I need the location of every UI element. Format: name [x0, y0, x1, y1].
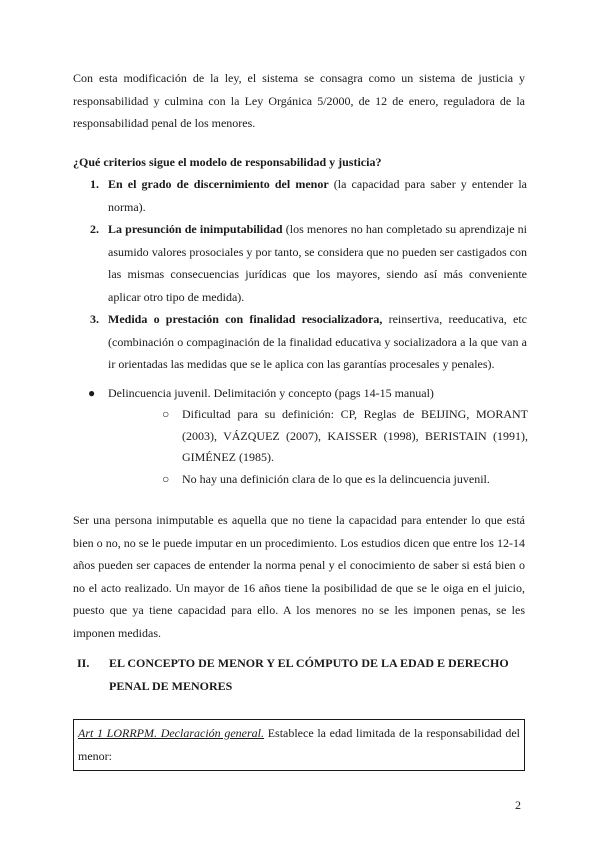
sub-bullet-text: No hay una definición clara de lo que es la delincuencia juvenil.	[182, 471, 490, 486]
criterion-text: (los menores no han completado su aprendizaje ni asumido valores prosociales y por tanto, se considera que no pueden ser castigados con las mismas consecuencias jurídicas que los mayores, siendo así más conveniente aplicar otro tipo de medida).	[108, 222, 528, 304]
bullet-item-delincuencia	[88, 382, 434, 404]
section-title: EL CONCEPTO DE MENOR Y EL CÓMPUTO DE LA EDAD E DERECHO PENAL DE MENORES	[109, 656, 509, 693]
bullet-text: Delincuencia juvenil. Delimitación y concepto (pags 14-15 manual)	[108, 386, 434, 400]
criterion-text: (la capacidad para saber y entender la norma).	[108, 177, 527, 214]
section-numeral: II.	[77, 656, 90, 670]
intro-paragraph: Con esta modificación de la ley, el sistema se consagra como un sistema de justicia y responsabilidad y culmina con la Ley Orgánica 5/2000, de 12 de enero, reguladora de la responsabilidad penal de los menores.	[73, 71, 525, 130]
list-item	[90, 218, 527, 308]
criteria-list	[90, 173, 527, 376]
list-item	[162, 469, 528, 491]
list-item	[90, 308, 527, 376]
circle-bullet-icon: ○	[162, 471, 170, 486]
page-number: 2	[515, 798, 521, 812]
article-text: Establece la edad limitada de la responsabilidad del menor:	[78, 726, 520, 763]
list-item	[162, 404, 528, 469]
list-number: 1.	[90, 177, 99, 191]
list-item	[90, 173, 527, 218]
list-number: 3.	[90, 312, 99, 326]
bullet-icon: ●	[88, 386, 96, 400]
article-box	[73, 719, 525, 771]
criterion-text: reinsertiva, reeducativa, etc (combinación o compaginación de la finalidad educativa y socializadora a la que van a ir orientadas las medidas que se le aplica con las garantías procesales y penales).	[108, 312, 527, 371]
imputability-paragraph: Ser una persona inimputable es aquella que no tiene la capacidad para entender lo que está bien o no, no se le puede imputar en un procedimiento. Los estudios dicen que entre los 12-14 años pueden ser capaces de entender la norma penal y el conocimiento de saber si está bien o no el acto realizado. Un mayor de 16 años tiene la posibilidad de que se le oiga en el juicio, puesto que ya tiene capacidad para ello. A los menores no se les imponen penas, se les imponen medidas.	[73, 513, 525, 640]
section-heading	[73, 652, 528, 697]
list-number: 2.	[90, 222, 99, 236]
criterion-title: La presunción de inimputabilidad	[108, 222, 283, 236]
criterion-title: Medida o prestación con finalidad resocializadora,	[108, 312, 383, 326]
sub-bullet-text: Dificultad para su definición: CP, Reglas de BEIJING, MORANT (2003), VÁZQUEZ (2007), KAISSER (1998), BERISTAIN (1991), GIMÉNEZ (1985).	[182, 407, 528, 464]
question-heading: ¿Qué criterios sigue el modelo de responsabilidad y justicia?	[73, 155, 382, 169]
circle-bullet-icon: ○	[162, 407, 170, 421]
sub-bullet-list	[162, 404, 528, 490]
criterion-title: En el grado de discernimiento del menor	[108, 177, 329, 191]
article-reference: Art 1 LORRPM. Declaración general.	[78, 726, 265, 740]
